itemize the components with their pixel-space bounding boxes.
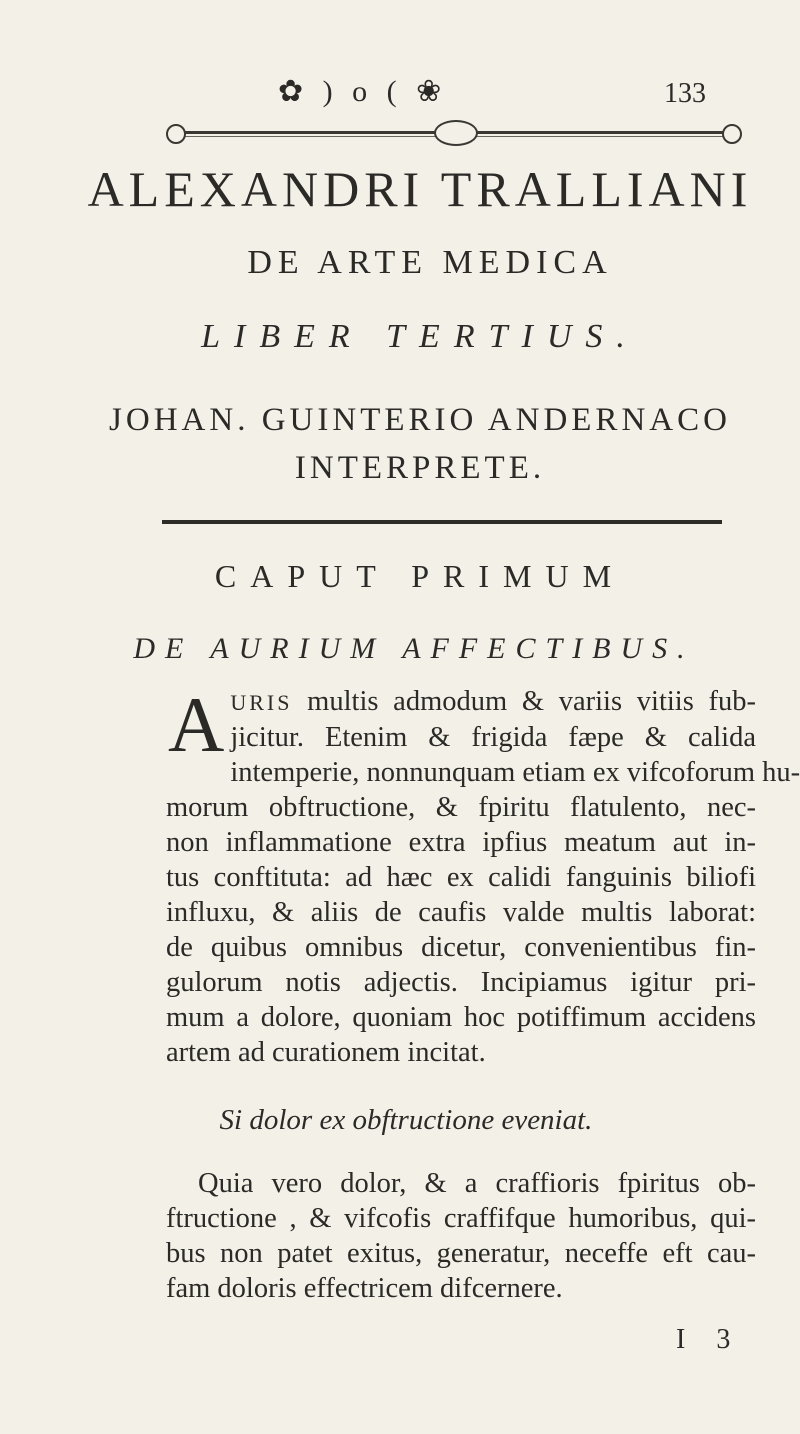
signature-mark: I 3 bbox=[676, 1324, 743, 1355]
running-head-ornament: ✿ ) o ( ❀ bbox=[278, 75, 448, 108]
translator-line-2: INTERPRETE. bbox=[294, 450, 546, 486]
rule-flourish-left bbox=[166, 124, 186, 144]
text-line: mum a dolore, quoniam hoc potiffimum accidens bbox=[166, 1002, 756, 1033]
rule-center-ornament bbox=[434, 120, 478, 146]
paragraph-2 bbox=[166, 1166, 756, 1306]
chapter-heading: CAPUT PRIMUM bbox=[214, 558, 626, 594]
text-line: non inflammatione extra ipfius meatum aut in- bbox=[166, 827, 756, 858]
book-title: ALEXANDRI TRALLIANI bbox=[87, 161, 753, 217]
running-head bbox=[0, 74, 800, 114]
text-line: gulorum notis adjectis. Incipiamus igitur pri- bbox=[166, 967, 756, 998]
text-line-content: multis admodum & variis vitiis fub- bbox=[292, 686, 756, 717]
text-line: morum obftructione, & fpiritu flatulento, nec- bbox=[166, 792, 756, 823]
text-line: Quia vero dolor, & a craffioris fpiritus ob- bbox=[198, 1168, 756, 1199]
text-line: tus conftituta: ad hæc ex calidi fanguinis biliofi bbox=[166, 862, 756, 893]
text-line: jicitur. Etenim & frigida fæpe & calida bbox=[230, 722, 756, 753]
rule-flourish-right bbox=[722, 124, 742, 144]
text-line: de quibus omnibus dicetur, convenientibus fin- bbox=[166, 932, 756, 963]
drop-cap: A bbox=[168, 681, 225, 768]
text-line: intemperie, nonnunquam etiam ex vifcoforum hu- bbox=[230, 757, 800, 788]
text-line: influxu, & aliis de caufis valde multis laborat: bbox=[166, 897, 756, 928]
text-line bbox=[166, 684, 756, 720]
page-number: 133 bbox=[664, 78, 706, 109]
book-part: LIBER TERTIUS. bbox=[201, 318, 639, 355]
text-line: artem ad curationem incitat. bbox=[166, 1037, 486, 1068]
book-subtitle: DE ARTE MEDICA bbox=[247, 244, 613, 281]
translator-credit bbox=[20, 396, 800, 492]
translator-line-1: JOHAN. GUINTERIO ANDERNACO bbox=[109, 402, 731, 438]
text-line: fam doloris effectricem difcernere. bbox=[166, 1273, 563, 1304]
ornamental-rule bbox=[172, 126, 736, 140]
first-word-rest: URIS bbox=[230, 690, 293, 715]
section-heading: Si dolor ex obftructione eveniat. bbox=[219, 1104, 593, 1136]
paragraph-1 bbox=[166, 681, 800, 1070]
text-line: bus non patet exitus, generatur, neceffe eft cau- bbox=[166, 1238, 756, 1269]
text-line: ftructione , & vifcofis craffifque humoribus, qui- bbox=[166, 1203, 756, 1234]
section-divider bbox=[162, 520, 722, 524]
chapter-subheading: DE AURIUM AFFECTIBUS. bbox=[133, 632, 695, 665]
